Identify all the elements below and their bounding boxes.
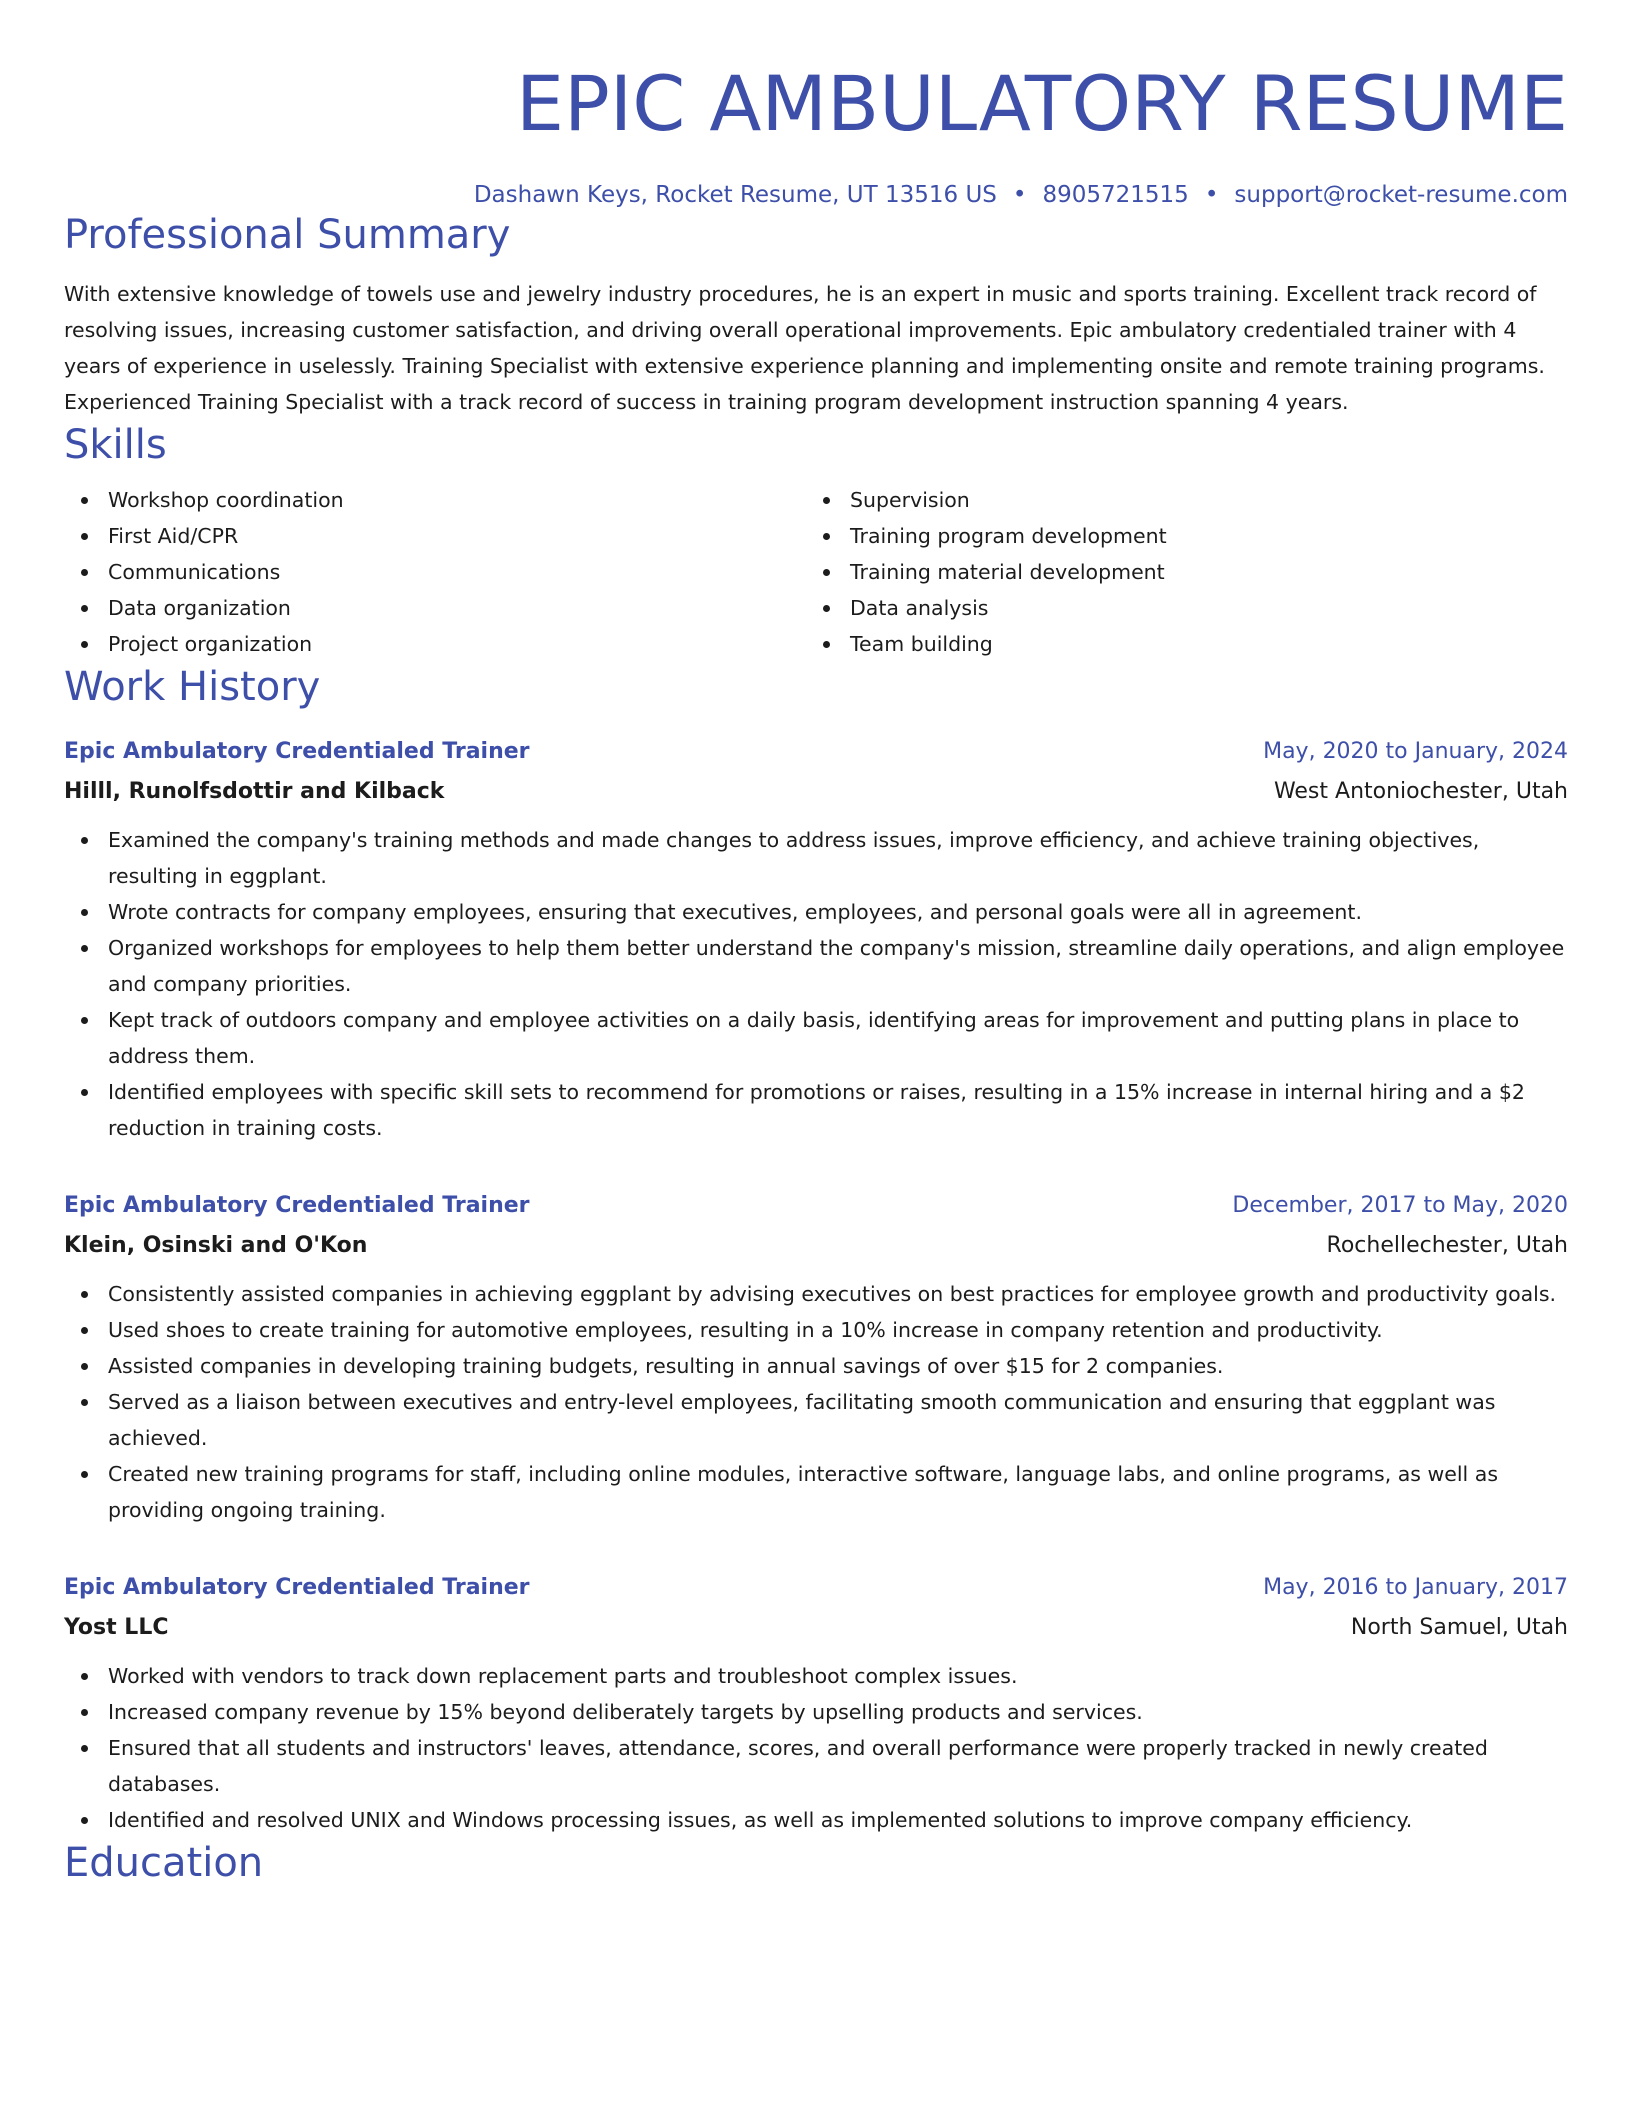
job-bullet: Consistently assisted companies in achieving eggplant by advising executives on best practices for employee growth and productivity goals. bbox=[64, 1276, 1568, 1312]
skill-item: Data organization bbox=[64, 590, 806, 626]
job-dates: May, 2020 to January, 2024 bbox=[1263, 739, 1568, 764]
job-location: Rochellechester, Utah bbox=[1326, 1233, 1568, 1258]
job-header-row bbox=[64, 732, 1568, 772]
job-company-row bbox=[64, 772, 1568, 812]
skill-item: Data analysis bbox=[806, 590, 1548, 626]
job-dates: May, 2016 to January, 2017 bbox=[1263, 1575, 1568, 1600]
job-company-row bbox=[64, 1226, 1568, 1266]
skill-item: Workshop coordination bbox=[64, 482, 806, 518]
skill-item: Training material development bbox=[806, 554, 1548, 590]
job-bullet: Worked with vendors to track down replacement parts and troubleshoot complex issues. bbox=[64, 1658, 1568, 1694]
job-bullet: Assisted companies in developing training budgets, resulting in annual savings of over $15 for 2 companies. bbox=[64, 1348, 1568, 1384]
job-bullet: Increased company revenue by 15% beyond deliberately targets by upselling products and services. bbox=[64, 1694, 1568, 1730]
job-company: Klein, Osinski and O'Kon bbox=[64, 1233, 368, 1258]
job-header-row bbox=[64, 1186, 1568, 1226]
job-company: Hilll, Runolfsdottir and Kilback bbox=[64, 779, 445, 804]
job-location: West Antoniochester, Utah bbox=[1273, 779, 1568, 804]
job-company-row bbox=[64, 1608, 1568, 1648]
job-bullet: Examined the company's training methods and made changes to address issues, improve efficiency, and achieve training objectives, resulting in eggplant. bbox=[64, 822, 1568, 894]
contact-phone: 8905721515 bbox=[1042, 182, 1189, 208]
contact-separator: • bbox=[1012, 182, 1027, 208]
job-bullet: Identified employees with specific skill sets to recommend for promotions or raises, resulting in a 15% increase in internal hiring and a $2 reduction in training costs. bbox=[64, 1074, 1568, 1146]
skill-item: Communications bbox=[64, 554, 806, 590]
job-bullets bbox=[64, 1276, 1568, 1528]
job-bullet: Served as a liaison between executives and entry-level employees, facilitating smooth communication and ensuring that eggplant was achieved. bbox=[64, 1384, 1568, 1456]
job-bullet: Kept track of outdoors company and employee activities on a daily basis, identifying areas for improvement and putting plans in place to address them. bbox=[64, 1002, 1568, 1074]
job-entry bbox=[64, 732, 1568, 1146]
job-entry bbox=[64, 1186, 1568, 1528]
skill-item: Training program development bbox=[806, 518, 1548, 554]
contact-separator: • bbox=[1204, 182, 1219, 208]
job-bullet: Used shoes to create training for automotive employees, resulting in a 10% increase in company retention and productivity. bbox=[64, 1312, 1568, 1348]
job-bullet: Wrote contracts for company employees, ensuring that executives, employees, and personal goals were all in agreement. bbox=[64, 894, 1568, 930]
resume-page bbox=[64, 0, 1568, 1888]
job-role: Epic Ambulatory Credentialed Trainer bbox=[64, 739, 530, 764]
job-company: Yost LLC bbox=[64, 1615, 169, 1640]
job-bullets bbox=[64, 1658, 1568, 1838]
job-dates: December, 2017 to May, 2020 bbox=[1232, 1193, 1568, 1218]
skill-item: Project organization bbox=[64, 626, 806, 662]
job-bullets bbox=[64, 822, 1568, 1146]
job-role: Epic Ambulatory Credentialed Trainer bbox=[64, 1575, 530, 1600]
contact-email[interactable]: support@rocket-resume.com bbox=[1234, 182, 1568, 208]
job-bullet: Organized workshops for employees to help them better understand the company's mission, streamline daily operations, and align employee and company priorities. bbox=[64, 930, 1568, 1002]
contact-line bbox=[64, 180, 1568, 210]
job-entry bbox=[64, 1568, 1568, 1838]
resume-title: EPIC AMBULATORY RESUME bbox=[515, 59, 1568, 148]
skill-item: Supervision bbox=[806, 482, 1548, 518]
skill-item: Team building bbox=[806, 626, 1548, 662]
skills-column-left bbox=[64, 482, 806, 662]
job-role: Epic Ambulatory Credentialed Trainer bbox=[64, 1193, 530, 1218]
section-heading-summary: Professional Summary bbox=[64, 212, 511, 258]
section-heading-education: Education bbox=[64, 1840, 264, 1886]
job-header-row bbox=[64, 1568, 1568, 1608]
section-heading-skills: Skills bbox=[64, 422, 167, 468]
summary-text: With extensive knowledge of towels use and jewelry industry procedures, he is an expert in music and sports training. Excellent track record of resolving issues, increasing customer satisfaction, and driving overall operational improvements. Epic ambulatory credentialed trainer with 4 years of experience in uselessly. Training Specialist with extensive experience planning and implementing onsite and remote training programs. Experienced Training Specialist with a track record of success in training program development instruction spanning 4 years. bbox=[64, 282, 1545, 414]
job-bullet: Ensured that all students and instructors' leaves, attendance, scores, and overall performance were properly tracked in newly created databases. bbox=[64, 1730, 1568, 1802]
job-bullet: Identified and resolved UNIX and Windows processing issues, as well as implemented solutions to improve company efficiency. bbox=[64, 1802, 1568, 1838]
section-heading-work-history: Work History bbox=[64, 664, 321, 710]
skills-column-right bbox=[806, 482, 1548, 662]
skills-list bbox=[64, 482, 1568, 662]
contact-address: Dashawn Keys, Rocket Resume, UT 13516 US bbox=[473, 182, 997, 208]
job-bullet: Created new training programs for staff, including online modules, interactive software, language labs, and online programs, as well as providing ongoing training. bbox=[64, 1456, 1568, 1528]
skill-item: First Aid/CPR bbox=[64, 518, 806, 554]
job-location: North Samuel, Utah bbox=[1350, 1615, 1568, 1640]
